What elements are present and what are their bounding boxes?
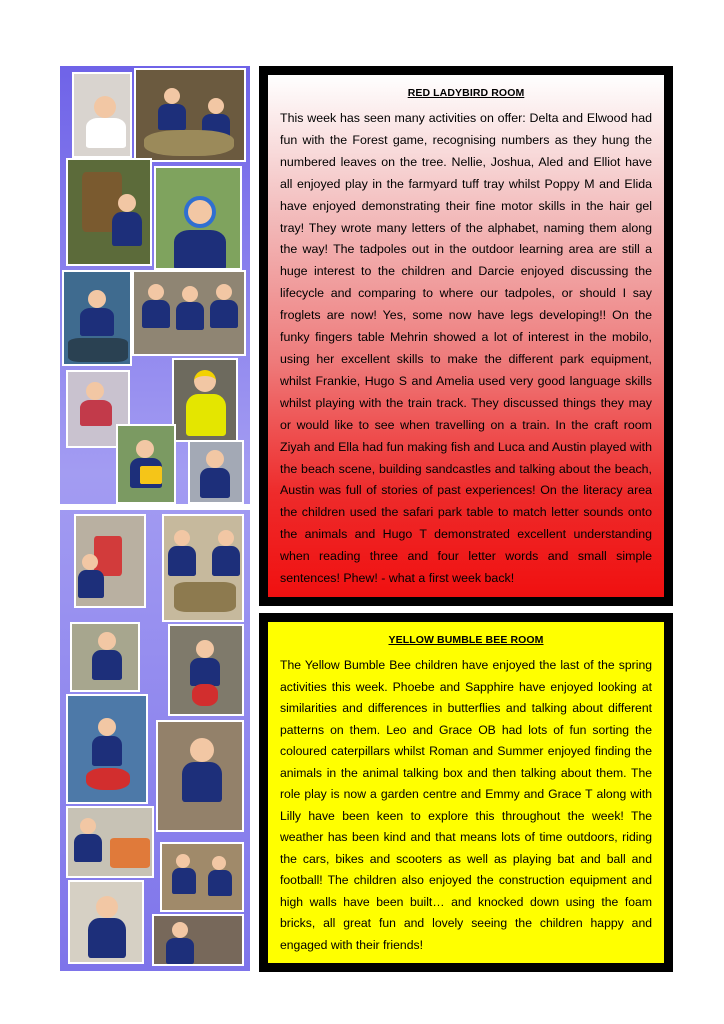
photo-child-at-table: [152, 914, 244, 966]
photo-construction: [66, 806, 154, 878]
photo-train-track: [74, 514, 146, 608]
photo-magnifying-glass: [154, 166, 242, 270]
photo-caterpillars: [156, 720, 244, 832]
yellow-room-body: The Yellow Bumble Bee children have enjoyed the last of the spring activities this week. Phoebe and Sapphire have enjoyed looking at similarities and differences in butterflies and talking about different patterns on them. Leo and Grace OB had lots of fun sorting the coloured caterpillars whilst Roman and Summer enjoyed finding the animals in the animal talking box and then talking about them. The role play is now a garden centre and Emmy and Grace T along with Lilly have been keen to explore this throughout the week! The weather has been kind and that means lots of time outdoors, riding the cars, bikes and scooters as well as playing bat and ball and football! The children also enjoyed the construction equipment and high walls have been built… and knocked down using the foam bricks, all great fun and lovely seeing the children happy and engaged with their friends!: [280, 658, 652, 952]
photo-butterflies: [70, 622, 140, 692]
photo-funky-fingers-table: [132, 270, 246, 356]
yellow-bumble-bee-room-panel: [259, 613, 673, 972]
photo-classroom-group: [160, 842, 244, 912]
photo-collage: [60, 66, 250, 971]
photo-tadpole-tank: [62, 270, 132, 366]
red-room-title: RED LADYBIRD ROOM: [407, 87, 525, 99]
photo-farmyard-tray: [134, 68, 246, 162]
yellow-panel-content: [268, 622, 664, 963]
photo-garden-centre: [68, 880, 144, 964]
red-panel-content: [268, 75, 664, 597]
photo-scooter: [168, 624, 244, 716]
photo-police-costume: [172, 358, 238, 442]
photo-beach-scene: [162, 514, 244, 622]
collage-divider: [60, 504, 250, 510]
photo-craft-fish: [116, 424, 176, 504]
red-ladybird-room-panel: [259, 66, 673, 606]
photo-tricycle: [66, 694, 148, 804]
red-room-body: This week has seen many activities on offer: Delta and Elwood had fun with the Forest game, recognising numbers as they hung the numbered leaves on the tree. Nellie, Joshua, Aled and Elliot have all enjoyed play in the farmyard tuff tray whilst Poppy M and Elida have enjoyed demonstrating their fine motor skills in the hair gel tray! They wrote many letters of the alphabet, naming them along the way! The tadpoles out in the outdoor learning area are still a huge interest to the children and Darcie enjoyed discussing the lifecycle and comparing to where our tadpoles, or should I say froglets are now! Yes, some now have legs developing!! On the funky fingers table Mehrin showed a lot of interest in the mobilo, using her excellent skills to make the different park equipment, whilst Frankie, Hugo S and Amelia used very good language skills whilst playing with the train track. They discussed things they may or would like to see when travelling on a train. In the craft room Ziyah and Ella had fun making fish and Luca and Austin played with the beach scene, building sandcastles and talking about the beach, Austin was full of stories of past experiences! On the literacy area the children used the safari park table to match letter sounds onto the animals and Hugo T demonstrated excellent understanding when reading three and four letter words and small simple sentences! Phew! - what a first week back!: [280, 111, 652, 586]
yellow-room-title: YELLOW BUMBLE BEE ROOM: [388, 634, 544, 646]
photo-child-standing: [188, 440, 244, 504]
photo-child-drawing: [72, 72, 132, 158]
photo-forest-game: [66, 158, 152, 266]
